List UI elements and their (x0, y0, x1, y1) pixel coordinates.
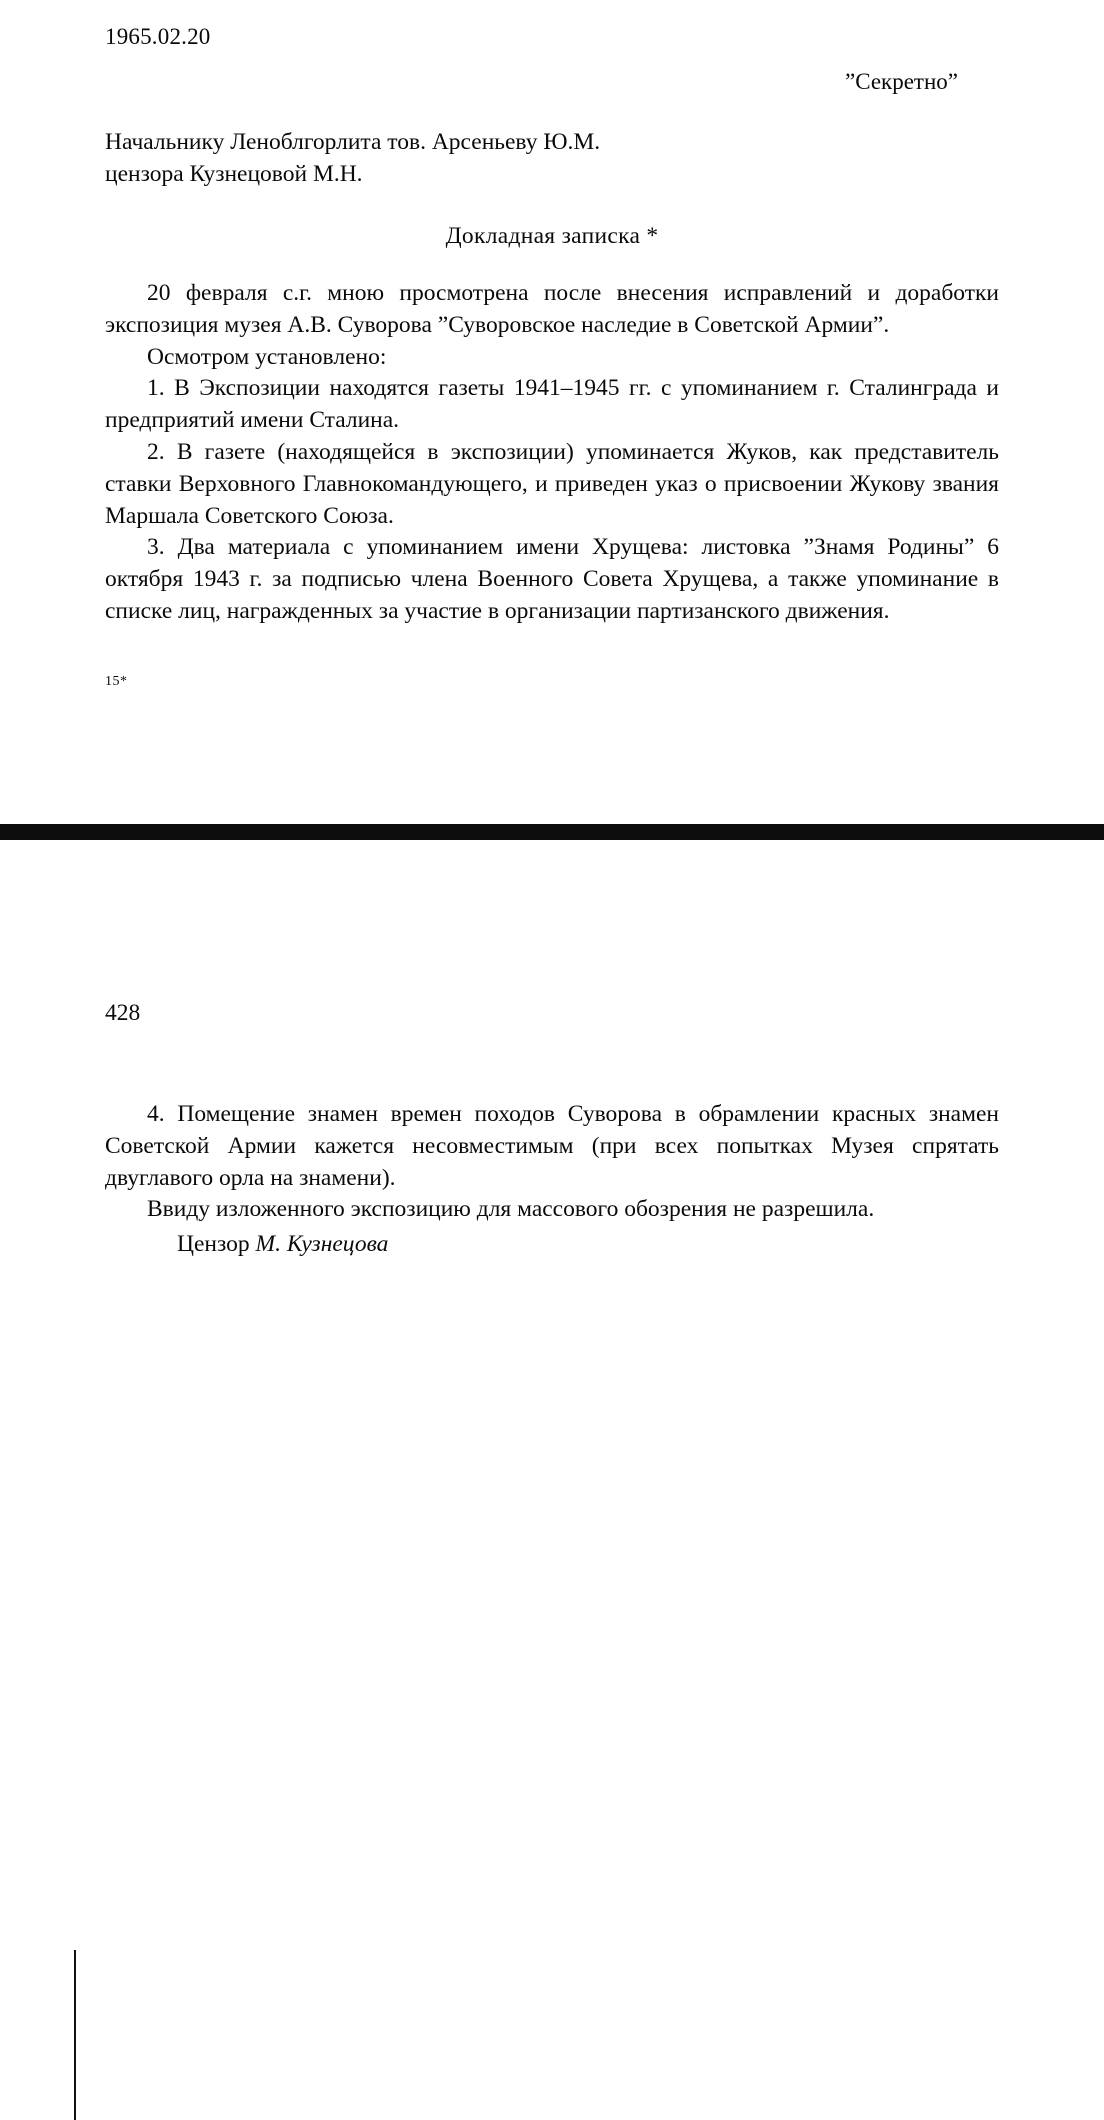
document-date: 1965.02.20 (105, 24, 211, 49)
scan-gutter-line (74, 1950, 76, 2120)
paragraph-item-1: 1. В Экспозиции находятся газеты 1941–1945 гг. с упоминанием г. Сталинграда и предприятий имени Сталина. (105, 375, 999, 434)
scan-separator-band (0, 824, 1104, 840)
addressee-line-2: цензора Кузнецовой М.Н. (105, 161, 363, 188)
paragraph-intro: 20 февраля с.г. мною просмотрена после внесения исправлений и доработки экспозиция музея А.В. Суворова ”Суворовское наследие в Советской Армии”. (105, 279, 999, 338)
folio-mark: 15* (105, 673, 128, 689)
signature-line (105, 1231, 999, 1258)
paragraph-item-3: 3. Два материала с упоминанием имени Хрущева: листовка ”Знамя Родины” 6 октября 1943 г. за подписью члена Военного Совета Хрущева, а также упоминание в списке лиц, награжденных за участие в организации партизанского движения. (105, 534, 999, 625)
addressee-block (105, 126, 999, 191)
paragraph-findings-lead: Осмотром установлено: (147, 343, 387, 370)
paragraph-conclusion: Ввиду изложенного экспозицию для массового обозрения не разрешила. (147, 1196, 875, 1223)
paragraph-item-4: 4. Помещение знамен времен походов Суворова в обрамлении красных знамен Советской Армии кажется несовместимым (при всех попытках Музея спрятать двуглавого орла на знамени). (105, 1101, 999, 1191)
document-body (105, 278, 999, 628)
addressee-line-1: Начальнику Леноблгорлита тов. Арсеньеву Ю.М. (105, 129, 601, 155)
scan-page-top (0, 0, 1104, 820)
classification-stamp: ”Секретно” (845, 69, 958, 94)
document-body-continued (105, 1099, 999, 1226)
signature-name: М. Кузнецова (255, 1231, 389, 1258)
scan-page-bottom (0, 840, 1104, 1280)
document-title: Докладная записка * (445, 222, 659, 249)
signature-role: Цензор (177, 1231, 250, 1258)
page-number: 428 (105, 1000, 141, 1026)
paragraph-item-2: 2. В газете (находящейся в экспозиции) упоминается Жуков, как представитель ставки Верховного Главнокомандующего, и приведен указ о присвоении Жукову звания Маршала Советского Союза. (105, 438, 999, 529)
